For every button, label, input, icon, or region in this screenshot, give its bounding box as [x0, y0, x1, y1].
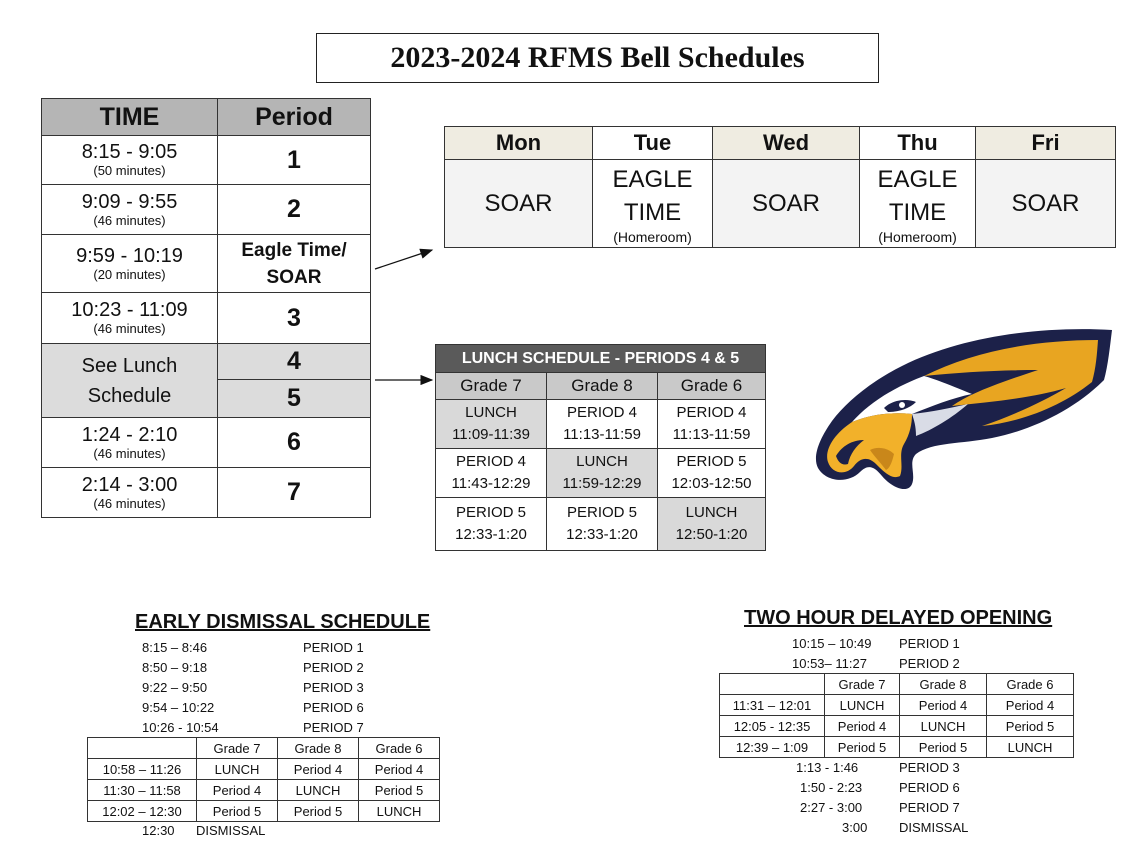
duration: (46 minutes)	[93, 445, 166, 461]
table-row	[88, 759, 440, 780]
grade-header: Grade 6	[658, 373, 766, 400]
table-row	[436, 449, 766, 498]
lunch-cell: PERIOD 4 11:13-11:59	[547, 400, 658, 449]
table-row	[720, 737, 1074, 758]
duration: (46 minutes)	[93, 321, 166, 336]
duration: (20 minutes)	[93, 266, 166, 282]
duration: (46 minutes)	[93, 495, 166, 511]
cell: Period 5	[900, 737, 987, 758]
day-mon: Mon	[445, 127, 593, 160]
duration: (46 minutes)	[93, 212, 166, 228]
early-time: 8:50 – 9:18	[142, 660, 208, 675]
cell: Period 4	[359, 759, 440, 780]
lunch-title: LUNCH SCHEDULE - PERIODS 4 & 5	[436, 345, 766, 373]
grade-header: Grade 7	[436, 373, 547, 400]
fri-activity: SOAR	[976, 160, 1116, 248]
early-period: PERIOD 6	[303, 700, 364, 715]
lunch-cell: PERIOD 5 12:33-1:20	[547, 498, 658, 551]
cell: LUNCH	[197, 759, 278, 780]
delayed-period: PERIOD 2	[899, 656, 960, 671]
time-cell: 12:02 – 12:30	[88, 801, 197, 822]
cell: LUNCH	[359, 801, 440, 822]
cell: LUNCH	[987, 737, 1074, 758]
lunch-reference: See Lunch Schedule	[42, 344, 218, 418]
time-range: 1:24 - 2:10	[81, 423, 178, 446]
time-cell: 11:31 – 12:01	[720, 695, 825, 716]
delayed-period: PERIOD 1	[899, 636, 960, 651]
delayed-time: 10:53– 11:27	[792, 656, 867, 671]
cell: Period 4	[900, 695, 987, 716]
time-range: 2:14 - 3:00	[81, 473, 178, 496]
delayed-time: 10:15 – 10:49	[792, 636, 872, 651]
delayed-period: PERIOD 3	[899, 760, 960, 775]
table-row	[88, 780, 440, 801]
table-row	[436, 498, 766, 551]
grade-header: Grade 6	[987, 674, 1074, 695]
page-title: 2023-2024 RFMS Bell Schedules	[316, 33, 879, 83]
period-number: 1	[218, 136, 371, 185]
lunch-cell: PERIOD 4 11:13-11:59	[658, 400, 766, 449]
early-period: PERIOD 3	[303, 680, 364, 695]
lunch-cell: PERIOD 4 11:43-12:29	[436, 449, 547, 498]
time-range: 9:59 - 10:19	[76, 244, 183, 267]
thu-activity: EAGLE TIME (Homeroom)	[860, 160, 976, 248]
lunch-cell: PERIOD 5 12:33-1:20	[436, 498, 547, 551]
cell: Period 4	[825, 716, 900, 737]
early-time: 9:22 – 9:50	[142, 680, 208, 695]
cell: Period 5	[359, 780, 440, 801]
period-label: Eagle Time/ SOAR	[218, 235, 371, 293]
grade-header: Grade 7	[197, 738, 278, 759]
dismissal-time: 12:30	[142, 823, 175, 838]
cell: LUNCH	[900, 716, 987, 737]
early-dismissal-title: EARLY DISMISSAL SCHEDULE	[135, 611, 431, 633]
early-period: PERIOD 7	[303, 720, 364, 735]
time-cell: 10:58 – 11:26	[88, 759, 197, 780]
delayed-period: PERIOD 7	[899, 800, 960, 815]
time-range: 9:09 - 9:55	[81, 190, 178, 213]
grade-header: Grade 8	[900, 674, 987, 695]
period-header: Period	[218, 99, 371, 136]
table-row	[720, 716, 1074, 737]
period-number: 3	[218, 293, 371, 344]
time-cell: 12:39 – 1:09	[720, 737, 825, 758]
cell: Period 4	[197, 780, 278, 801]
delayed-opening-title: TWO HOUR DELAYED OPENING	[744, 607, 1053, 629]
early-lunch-table	[87, 737, 440, 822]
early-time: 10:26 - 10:54	[142, 720, 219, 735]
table-row	[436, 400, 766, 449]
time-header: TIME	[42, 99, 218, 136]
time-range: 10:23 - 11:09	[71, 299, 188, 321]
dismissal-label: DISMISSAL	[196, 823, 266, 838]
early-time: 9:54 – 10:22	[142, 700, 215, 715]
period-number: 5	[218, 380, 371, 418]
grade-header: Grade 8	[547, 373, 658, 400]
time-range: 8:15 - 9:05	[81, 141, 178, 163]
delayed-lunch-table	[719, 673, 1074, 758]
lunch-cell: LUNCH 11:09-11:39	[436, 400, 547, 449]
cell: LUNCH	[278, 780, 359, 801]
table-row	[720, 695, 1074, 716]
delayed-period: DISMISSAL	[899, 820, 969, 835]
period-number: 6	[218, 418, 371, 468]
cell: Period 5	[825, 737, 900, 758]
mon-activity: SOAR	[445, 160, 593, 248]
cell: Period 5	[197, 801, 278, 822]
wed-activity: SOAR	[713, 160, 860, 248]
cell: LUNCH	[825, 695, 900, 716]
table-row	[88, 801, 440, 822]
weekly-schedule-table	[444, 126, 1116, 248]
delayed-time: 1:50 - 2:23	[800, 780, 863, 795]
lunch-cell: PERIOD 5 12:03-12:50	[658, 449, 766, 498]
early-period: PERIOD 1	[303, 640, 364, 655]
lunch-cell: LUNCH 12:50-1:20	[658, 498, 766, 551]
lunch-cell: LUNCH 11:59-12:29	[547, 449, 658, 498]
grade-header: Grade 6	[359, 738, 440, 759]
cell: Period 5	[278, 801, 359, 822]
time-cell: 12:05 - 12:35	[720, 716, 825, 737]
day-wed: Wed	[713, 127, 860, 160]
grade-header: Grade 7	[825, 674, 900, 695]
cell: Period 5	[987, 716, 1074, 737]
delayed-time: 3:00	[842, 820, 868, 835]
period-number: 4	[218, 344, 371, 380]
arrow-to-weekly	[375, 250, 432, 269]
period-number: 2	[218, 185, 371, 235]
lunch-schedule-table	[435, 344, 766, 551]
eagle-logo	[812, 326, 1112, 496]
day-tue: Tue	[593, 127, 713, 160]
cell: Period 4	[987, 695, 1074, 716]
day-fri: Fri	[976, 127, 1116, 160]
delayed-time: 1:13 - 1:46	[796, 760, 859, 775]
day-thu: Thu	[860, 127, 976, 160]
period-number: 7	[218, 468, 371, 518]
time-cell: 11:30 – 11:58	[88, 780, 197, 801]
duration: (50 minutes)	[93, 163, 166, 178]
early-period: PERIOD 2	[303, 660, 364, 675]
cell: Period 4	[278, 759, 359, 780]
delayed-time: 2:27 - 3:00	[800, 800, 863, 815]
delayed-period: PERIOD 6	[899, 780, 960, 795]
grade-header: Grade 8	[278, 738, 359, 759]
early-time: 8:15 – 8:46	[142, 640, 208, 655]
tue-activity: EAGLE TIME (Homeroom)	[593, 160, 713, 248]
